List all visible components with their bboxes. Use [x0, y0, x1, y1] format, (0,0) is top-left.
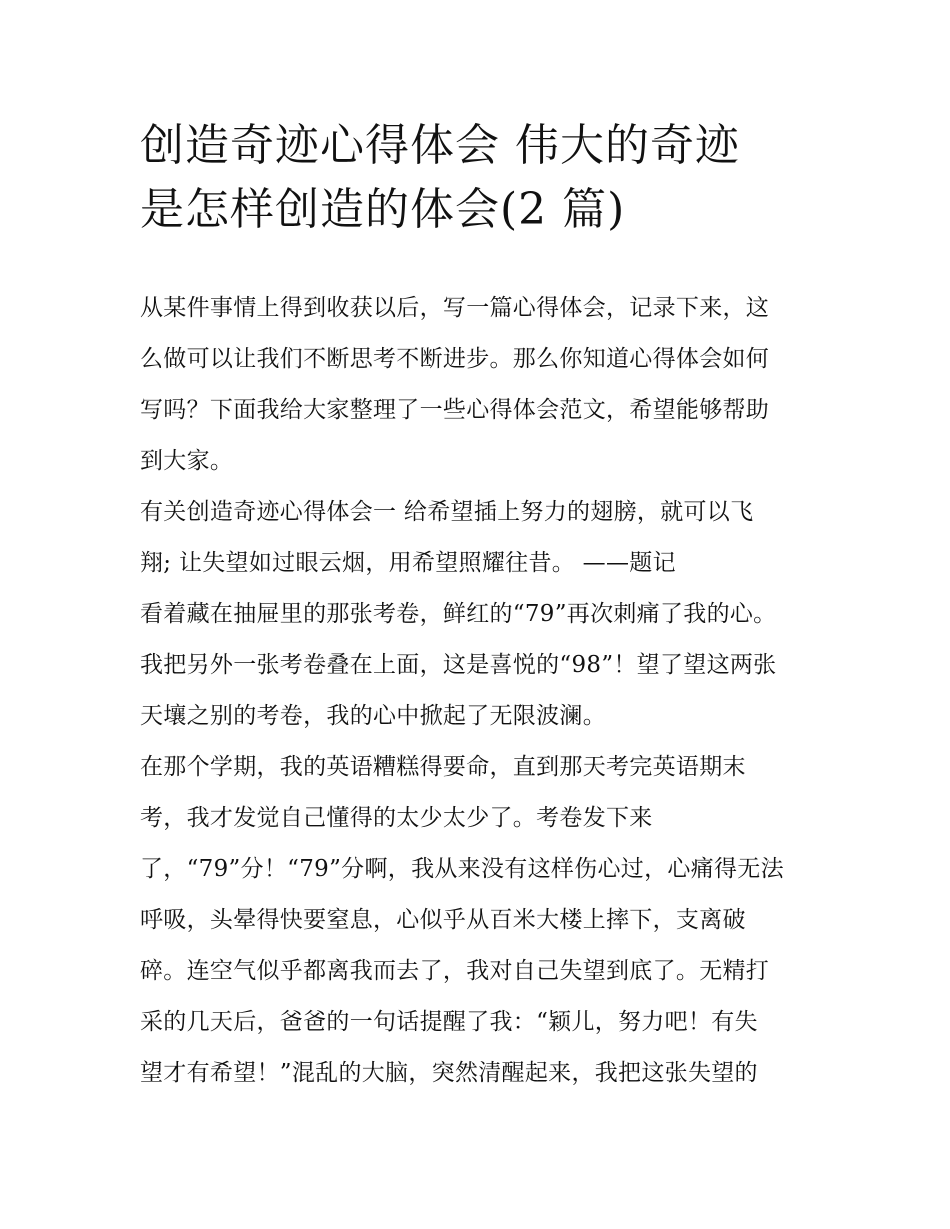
title-line: 是怎样创造的体会(2 篇)	[140, 184, 626, 235]
body-line: 翔; 让失望如过眼云烟，用希望照耀往昔。 ——题记	[140, 550, 676, 576]
body-line: 采的几天后，爸爸的一句话提醒了我：“颖儿，努力吧！有失	[140, 1009, 758, 1035]
document-body	[140, 283, 820, 1099]
body-line: 在那个学期，我的英语糟糕得要命，直到那天考完英语期末	[140, 754, 746, 780]
body-line: 有关创造奇迹心得体会一 给希望插上努力的翅膀，就可以飞	[140, 499, 754, 525]
body-line: 考，我才发觉自己懂得的太少太少了。考卷发下来	[140, 805, 653, 831]
body-line: 么做可以让我们不断思考不断进步。那么你知道心得体会如何	[140, 346, 770, 372]
body-line: 天壤之别的考卷，我的心中掀起了无限波澜。	[140, 703, 606, 729]
body-line: 呼吸，头晕得快要窒息，心似乎从百米大楼上摔下，支离破	[140, 907, 746, 933]
body-line: 碎。连空气似乎都离我而去了，我对自己失望到底了。无精打	[140, 958, 770, 984]
body-line: 了，“79”分！“79”分啊，我从来没有这样伤心过，心痛得无法	[140, 856, 784, 882]
body-line: 我把另外一张考卷叠在上面，这是喜悦的“98”！望了望这两张	[140, 652, 777, 678]
body-line: 望才有希望！”混乱的大脑，突然清醒起来，我把这张失望的	[140, 1060, 758, 1086]
body-line: 看着藏在抽屉里的那张考卷，鲜红的“79”再次刺痛了我的心。	[140, 601, 777, 627]
document-title	[140, 114, 820, 242]
body-line: 到大家。	[140, 448, 234, 474]
title-line: 创造奇迹心得体会 伟大的奇迹	[140, 120, 740, 171]
body-line: 从某件事情上得到收获以后，写一篇心得体会，记录下来，这	[140, 295, 770, 321]
body-line: 写吗？下面我给大家整理了一些心得体会范文，希望能够帮助	[140, 397, 770, 423]
